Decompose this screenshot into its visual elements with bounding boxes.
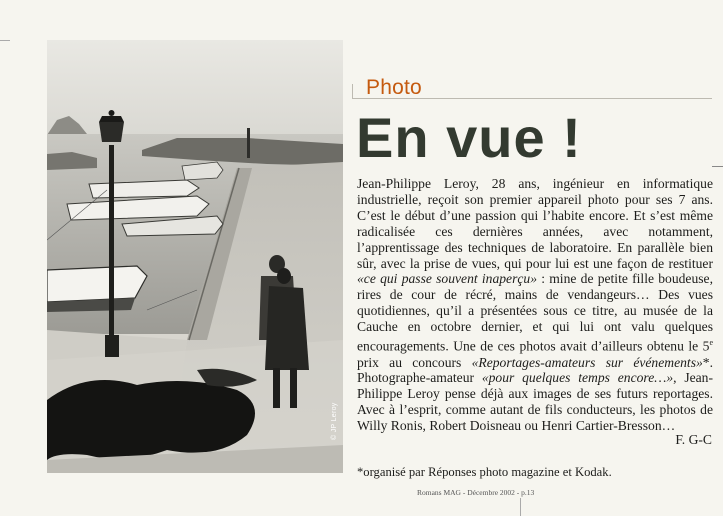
article-headline: En vue !: [356, 106, 582, 169]
article-paragraph: [357, 176, 713, 434]
ordinal-superscript: e: [709, 338, 713, 348]
quote-text: «pour quelques temps encore…»: [481, 370, 674, 386]
body-text-3: prix au concours: [357, 354, 472, 370]
body-text-5: , Jean-Philippe Leroy pense déjà aux images de ses futurs reportages. Avec à l’esprit, comme autant de fils conducteurs, les photos de Willy Ronis, Robert Doisneau ou Henri Cartier-Bresson…: [357, 370, 714, 434]
section-rule-tick: [352, 84, 353, 98]
article-body: [357, 176, 713, 434]
harbor-photograph: [47, 40, 343, 473]
margin-mark: [712, 166, 723, 167]
crop-mark: [0, 40, 10, 41]
body-text-2: : mine de petite fille boudeuse, rires de cour de récré, mains de vendangeurs… Des vues quotidiennes, qu’il a présentées sous ce titre, au musée de la Cauche en octobre dernier, et qui lui ont valu quelques encouragements. Une de ces photos avait d’ailleurs obtenu le 5: [357, 271, 713, 354]
quote-text: «Reportages-amateurs sur événements»: [471, 354, 703, 370]
footnote: *organisé par Réponses photo magazine et Kodak.: [357, 465, 612, 479]
crop-mark: [520, 498, 521, 516]
quote-text: «ce qui passe souvent inaperçu»: [357, 271, 537, 287]
author-signature: F. G-C: [675, 432, 712, 447]
body-text-4: *. Photographe-amateur: [357, 354, 713, 386]
body-text-1: Jean-Philippe Leroy, 28 ans, ingénieur en informatique industrielle, reçoit son premier appareil photo pour ses 7 ans. C’est le début d’une passion qui l’habite encore. Et s’est même radicalisée ces dernières années, avec notamment, l’apprentissage des techniques de laboratoire. En parallèle bien sûr, avec la prise de vues, qui pour lui est une façon de restituer: [357, 176, 713, 271]
section-label: Photo: [366, 76, 422, 99]
page-folio: Romans MAG - Décembre 2002 - p.13: [417, 488, 535, 497]
photo-credit: © JP Leroy: [331, 402, 338, 440]
